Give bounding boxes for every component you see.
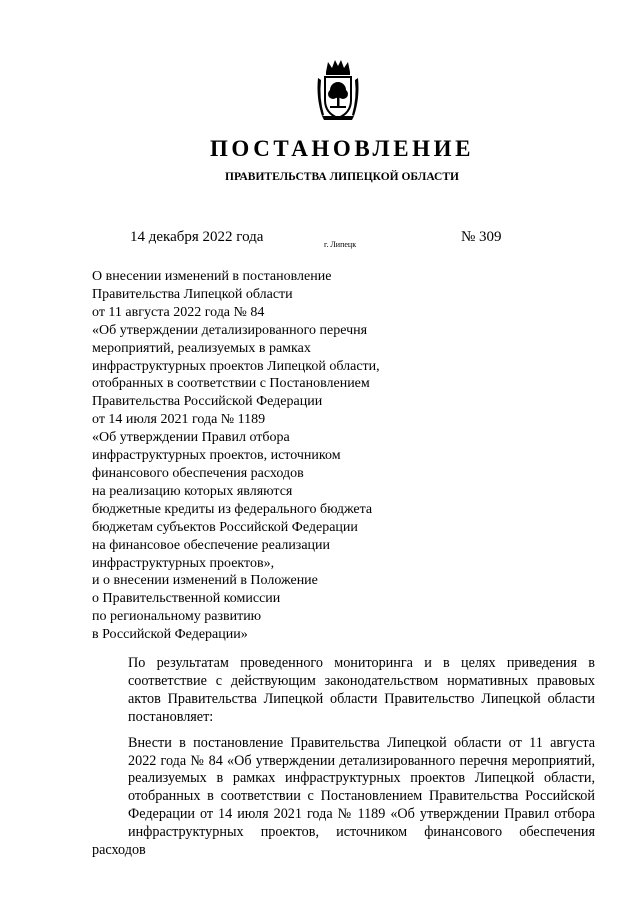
body-line: соответствие с действующим законодательством нормативных правовых bbox=[128, 672, 595, 689]
subject-line: в Российской Федерации» bbox=[92, 627, 248, 643]
subject-line: Правительства Липецкой области bbox=[92, 286, 293, 302]
subject-line: по региональному развитию bbox=[92, 609, 262, 625]
subject-line: инфраструктурных проектов», bbox=[92, 555, 275, 571]
body-paragraph bbox=[92, 655, 595, 727]
body-paragraph bbox=[92, 735, 595, 860]
subject-line: бюджетные кредиты из федерального бюджета bbox=[92, 501, 373, 517]
subject-line: бюджетам субъектов Российской Федерации bbox=[92, 519, 358, 535]
subject-line: и о внесении изменений в Положение bbox=[92, 573, 318, 589]
document-number: № 309 bbox=[461, 229, 502, 245]
document-body bbox=[92, 655, 595, 860]
subject-line: инфраструктурных проектов, источником bbox=[92, 448, 341, 464]
body-line: реализуемых в рамках инфраструктурных проектов Липецкой области, bbox=[128, 770, 595, 787]
subject-line: от 11 августа 2022 года № 84 bbox=[92, 304, 265, 320]
body-line: отобранных в соответствии с Постановлением Правительства Российской bbox=[128, 788, 595, 805]
body-line: актов Правительства Липецкой области Правительство Липецкой области bbox=[128, 690, 595, 707]
document-title: ПОСТАНОВЛЕНИЕ bbox=[209, 136, 475, 161]
subject-line: «Об утверждении Правил отбора bbox=[92, 430, 290, 446]
body-line: По результатам проведенного мониторинга и в целях приведения в bbox=[128, 655, 595, 671]
body-line: 2022 года № 84 «Об утверждении детализированного перечня мероприятий, bbox=[128, 752, 595, 769]
subject-line: мероприятий, реализуемых в рамках bbox=[92, 340, 311, 356]
issuer-subtitle: ПРАВИТЕЛЬСТВА ЛИПЕЦКОЙ ОБЛАСТИ bbox=[225, 171, 459, 183]
document-city: г. Липецк bbox=[324, 240, 357, 249]
subject-line: на реализацию которых являются bbox=[92, 483, 293, 499]
body-line: постановляет: bbox=[128, 708, 214, 725]
subject-line: Правительства Российской Федерации bbox=[92, 394, 323, 410]
body-line: Федерации от 14 июля 2021 года № 1189 «Об утверждении Правил отбора bbox=[128, 806, 595, 823]
subject-line: О внесении изменений в постановление bbox=[92, 269, 332, 284]
subject-line: на финансовое обеспечение реализации bbox=[92, 537, 331, 553]
document-subject bbox=[92, 268, 422, 644]
document-date: 14 декабря 2022 года bbox=[130, 229, 264, 245]
subject-line: «Об утверждении детализированного перечня bbox=[92, 322, 368, 338]
coat-of-arms-icon bbox=[314, 58, 362, 122]
body-line: инфраструктурных проектов, источником финансового обеспечения расходов bbox=[92, 824, 595, 859]
subject-line: инфраструктурных проектов Липецкой области, bbox=[92, 358, 380, 374]
subject-line: отобранных в соответствии с Постановлением bbox=[92, 376, 370, 392]
subject-line: о Правительственной комиссии bbox=[92, 591, 281, 607]
subject-line: от 14 июля 2021 года № 1189 bbox=[92, 412, 266, 428]
body-line: Внести в постановление Правительства Липецкой области от 11 августа bbox=[128, 734, 595, 751]
subject-line: финансового обеспечения расходов bbox=[92, 465, 304, 481]
